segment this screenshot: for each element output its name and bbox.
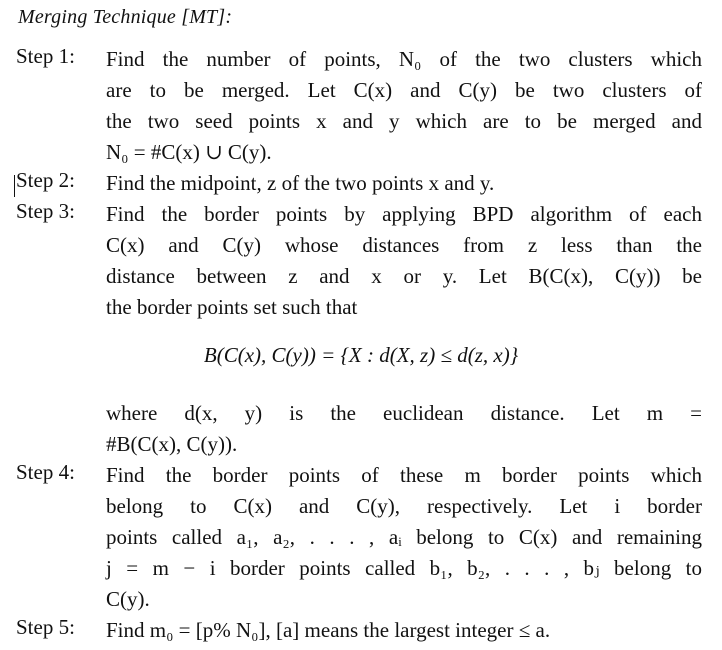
step-line: N₀ = #C(x) ∪ C(y). — [106, 140, 272, 164]
text-cursor — [14, 175, 15, 197]
step-label: Step 2: — [16, 168, 75, 192]
step-label: Step 3: — [16, 199, 75, 223]
step-line: j = m − i border points called b₁, b₂, . . . , bⱼ belong to — [106, 556, 702, 580]
step-label: Step 1: — [16, 44, 75, 68]
step-body — [106, 168, 702, 199]
section-heading: Merging Technique [MT]: — [18, 6, 233, 28]
step-line: the two seed points x and y which are to be merged and — [106, 109, 702, 133]
step-body — [106, 615, 702, 646]
step-line: Find the border points of these m border points which — [106, 463, 702, 487]
step-body — [106, 460, 702, 615]
step-body — [106, 398, 702, 460]
step-line: distance between z and x or y. Let B(C(x), C(y)) be — [106, 264, 702, 288]
step-line: belong to C(x) and C(y), respectively. Let i border — [106, 494, 702, 518]
step-label: Step 5: — [16, 615, 75, 639]
step-body — [106, 199, 702, 323]
step-line: are to be merged. Let C(x) and C(y) be two clusters of — [106, 78, 702, 102]
step-line: #B(C(x), C(y)). — [106, 432, 238, 456]
display-equation: B(C(x), C(y)) = {X : d(X, z) ≤ d(z, x)} — [203, 343, 519, 367]
step-label: Step 4: — [16, 460, 75, 484]
step-line: the border points set such that — [106, 295, 358, 319]
step-line: Find the border points by applying BPD algorithm of each — [106, 202, 702, 226]
step-line: Find the midpoint, z of the two points x and y. — [106, 171, 495, 195]
step-line: C(x) and C(y) whose distances from z less than the — [106, 233, 702, 257]
step-line: where d(x, y) is the euclidean distance. Let m = — [106, 401, 702, 425]
step-line: Find m₀ = [p% N₀], [a] means the largest integer ≤ a. — [106, 618, 551, 642]
step-line: points called a₁, a₂, . . . , aᵢ belong to C(x) and remaining — [106, 525, 702, 549]
step-line: C(y). — [106, 587, 150, 611]
step-body — [106, 44, 702, 168]
step-line: Find the number of points, N₀ of the two clusters which — [106, 47, 702, 71]
